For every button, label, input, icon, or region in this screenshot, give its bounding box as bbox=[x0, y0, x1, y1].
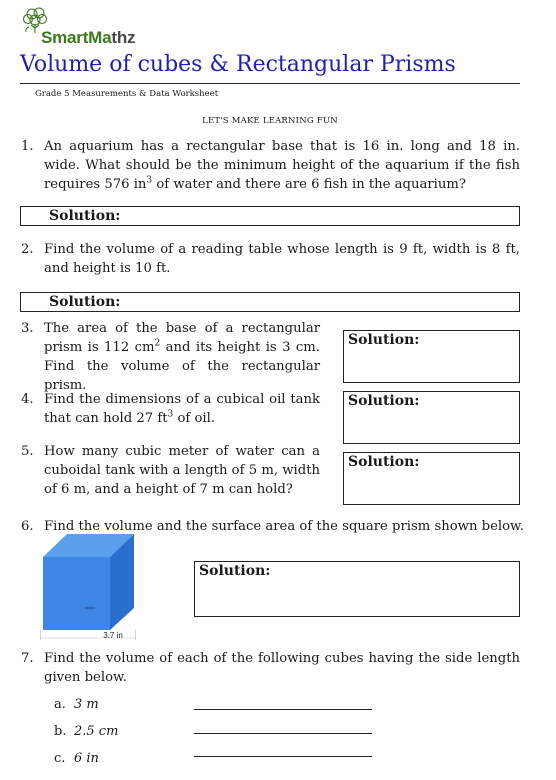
question-text: Find the volume of a reading table whose length is 9 ft, width is 8 ft, and height is 10 ft. bbox=[44, 242, 520, 276]
question-number: 5. bbox=[21, 444, 34, 459]
title-divider bbox=[20, 83, 520, 84]
worksheet-title: Volume of cubes & Rectangular Prisms bbox=[20, 52, 456, 77]
question-number: 6. bbox=[21, 519, 34, 534]
brand-logo bbox=[41, 28, 135, 48]
cube-figure bbox=[40, 530, 136, 642]
question-text: The area of the base of a rectangular prism is 112 $cm^2$ and its height is 3 cm. Find the volume of the rectangular prism. bbox=[44, 321, 320, 393]
question-text: Find the dimensions of a cubical oil tank that can hold 27 $ft^3$ of oil. bbox=[44, 392, 320, 426]
answer-line-a[interactable] bbox=[194, 709, 372, 710]
solution-label: Solution: bbox=[49, 208, 121, 224]
option-label: b. bbox=[54, 724, 67, 739]
option-label: a. bbox=[54, 697, 66, 712]
question-1 bbox=[21, 137, 520, 194]
question-text: Find the volume and the surface area of the square prism shown below. bbox=[44, 519, 524, 534]
solution-label: Solution: bbox=[348, 332, 420, 348]
question-5 bbox=[21, 442, 320, 499]
solution-label: Solution: bbox=[348, 393, 420, 409]
option-label: c. bbox=[54, 751, 66, 766]
question-number: 1. bbox=[21, 139, 34, 154]
solution-box-5[interactable] bbox=[343, 452, 520, 505]
question-3 bbox=[21, 319, 320, 395]
question-4 bbox=[21, 390, 320, 428]
solution-box-2[interactable] bbox=[20, 292, 520, 312]
question-number: 4. bbox=[21, 392, 34, 407]
solution-box-1[interactable] bbox=[20, 206, 520, 226]
question-number: 7. bbox=[21, 651, 34, 666]
option-value: 2.5 cm bbox=[74, 724, 119, 739]
question-number: 2. bbox=[21, 242, 34, 257]
question-number: 3. bbox=[21, 321, 34, 336]
question-text: How many cubic meter of water can a cuboidal tank with a length of 5 m, width of 6 m, and a height of 7 m can hold? bbox=[44, 444, 320, 497]
answer-line-c[interactable] bbox=[194, 756, 372, 757]
logo-text-secondary: thz bbox=[111, 28, 136, 47]
solution-box-6[interactable] bbox=[194, 561, 520, 617]
answer-line-b[interactable] bbox=[194, 733, 372, 734]
question-7 bbox=[21, 649, 520, 687]
question-2 bbox=[21, 240, 520, 278]
question-text: Find the volume of each of the following cubes having the side length given below. bbox=[44, 651, 520, 685]
worksheet-subtitle: Grade 5 Measurements & Data Worksheet bbox=[35, 89, 219, 99]
logo-text-primary: SmartMa bbox=[41, 28, 112, 47]
cube-side-label: 3.7 in bbox=[103, 631, 123, 640]
solution-label: Solution: bbox=[348, 454, 420, 470]
solution-box-4[interactable] bbox=[343, 391, 520, 444]
option-value: 3 m bbox=[74, 697, 99, 712]
option-value: 6 in bbox=[74, 751, 99, 766]
solution-label: Solution: bbox=[199, 563, 271, 579]
solution-label: Solution: bbox=[49, 294, 121, 310]
solution-box-3[interactable] bbox=[343, 330, 520, 383]
worksheet-motto: LET'S MAKE LEARNING FUN bbox=[202, 116, 338, 126]
question-text: An aquarium has a rectangular base that is 16 in. long and 18 in. wide. What should be the minimum height of the aquarium if the fish requires 576 $in^3$ of water and there are 6 fish in the aquarium? bbox=[44, 139, 520, 192]
